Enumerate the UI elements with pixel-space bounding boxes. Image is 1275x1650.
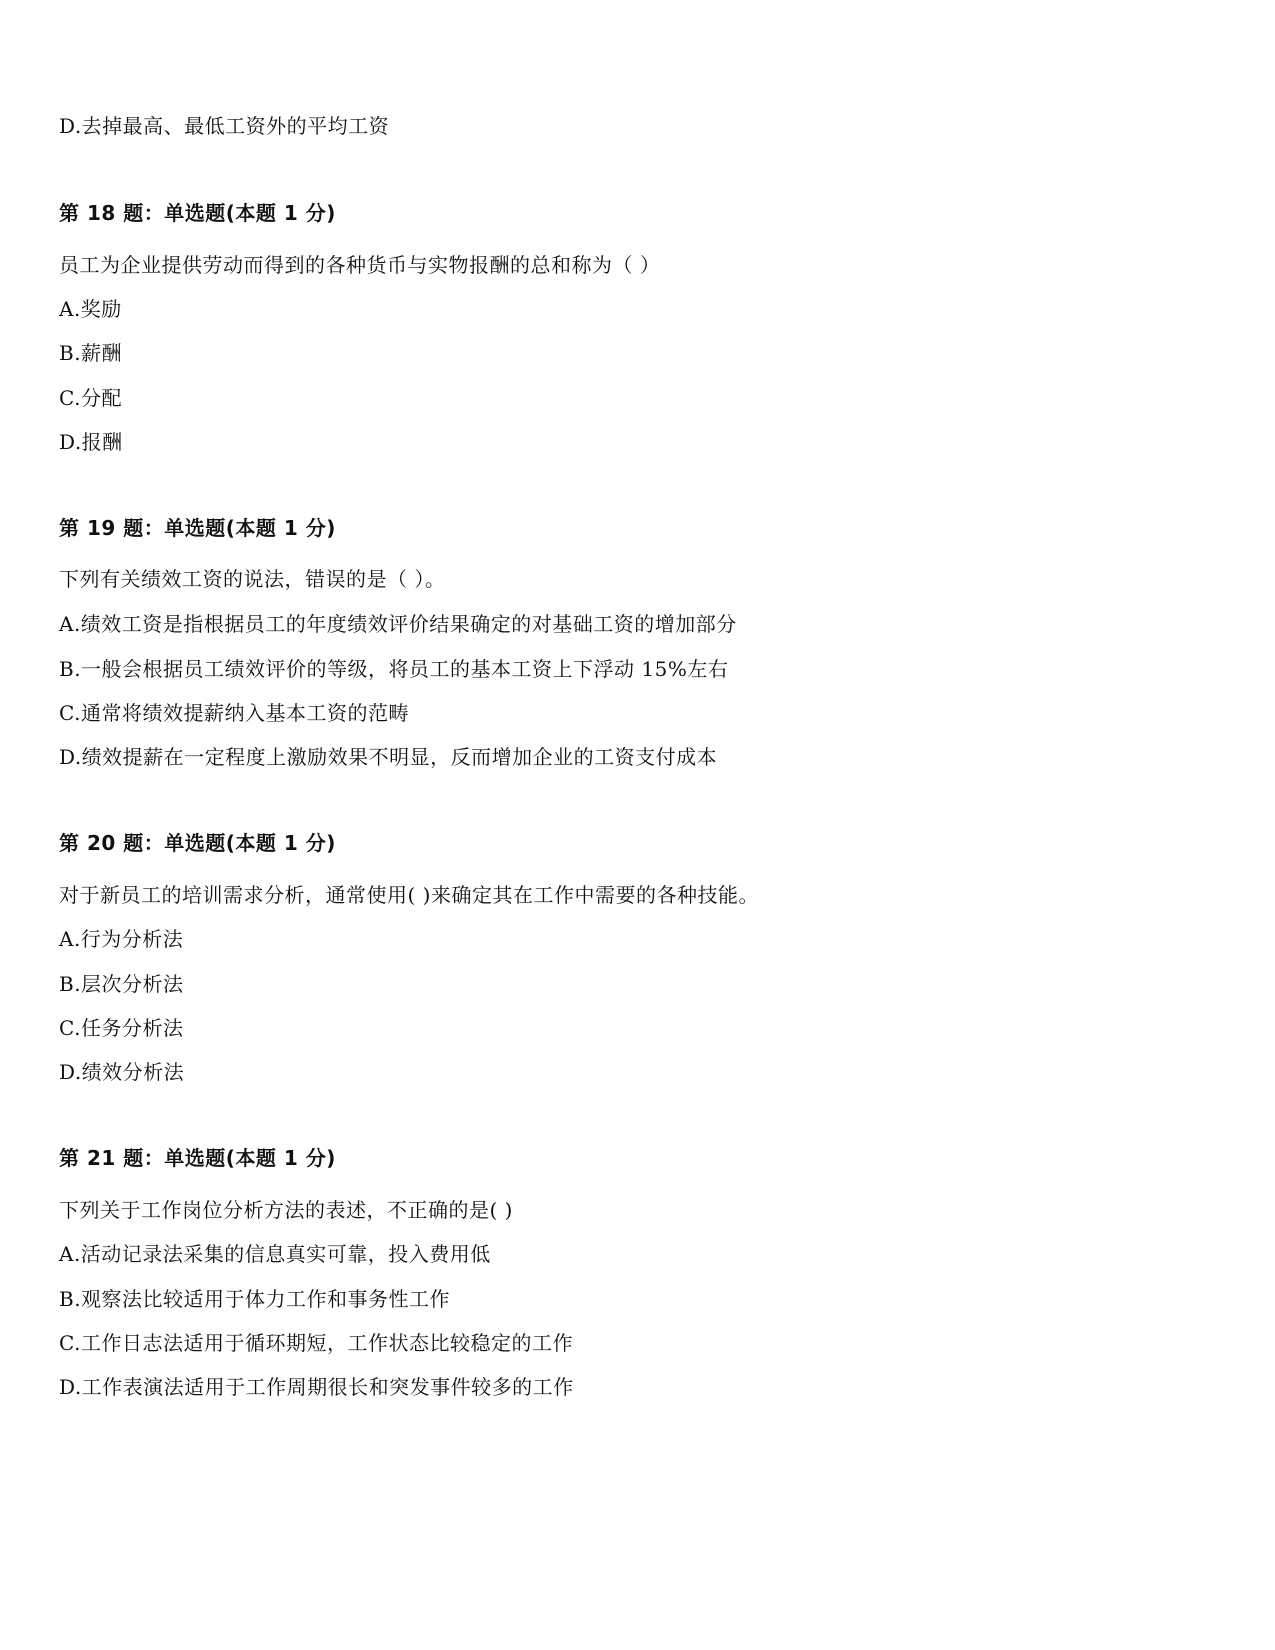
question-21-option-a: A.活动记录法采集的信息真实可靠，投入费用低 [59, 1242, 491, 1266]
question-21-title: 第 21 题：单选题(本题 1 分) [59, 1146, 336, 1170]
prev-question-option-d: D.去掉最高、最低工资外的平均工资 [59, 114, 390, 138]
question-20-option-c: C.任务分析法 [59, 1016, 184, 1040]
question-19-option-d: D.绩效提薪在一定程度上激励效果不明显，反而增加企业的工资支付成本 [59, 745, 718, 769]
question-19-title: 第 19 题：单选题(本题 1 分) [59, 516, 336, 540]
question-18-option-a: A.奖励 [59, 297, 122, 321]
question-20-stem: 对于新员工的培训需求分析，通常使用( )来确定其在工作中需要的各种技能。 [59, 883, 759, 907]
question-20-title: 第 20 题：单选题(本题 1 分) [59, 831, 336, 855]
question-21-option-d: D.工作表演法适用于工作周期很长和突发事件较多的工作 [59, 1375, 574, 1399]
question-21-option-b: B.观察法比较适用于体力工作和事务性工作 [59, 1287, 451, 1311]
question-19-option-b: B.一般会根据员工绩效评价的等级，将员工的基本工资上下浮动 15%左右 [59, 657, 729, 681]
question-18-option-c: C.分配 [59, 386, 122, 410]
question-19-option-a: A.绩效工资是指根据员工的年度绩效评价结果确定的对基础工资的增加部分 [59, 612, 737, 636]
question-18-option-b: B.薪酬 [59, 341, 123, 365]
question-20-option-b: B.层次分析法 [59, 972, 184, 996]
question-20-option-a: A.行为分析法 [59, 927, 184, 951]
question-21-option-c: C.工作日志法适用于循环期短，工作状态比较稳定的工作 [59, 1331, 573, 1355]
question-21-stem: 下列关于工作岗位分析方法的表述，不正确的是( ) [59, 1198, 513, 1222]
question-18-option-d: D.报酬 [59, 430, 123, 454]
question-18-stem: 员工为企业提供劳动而得到的各种货币与实物报酬的总和称为（ ） [59, 253, 661, 277]
question-19-option-c: C.通常将绩效提薪纳入基本工资的范畴 [59, 701, 409, 725]
question-20-option-d: D.绩效分析法 [59, 1060, 185, 1084]
question-18-title: 第 18 题：单选题(本题 1 分) [59, 201, 336, 225]
question-19-stem: 下列有关绩效工资的说法，错误的是（ ）。 [59, 567, 446, 591]
